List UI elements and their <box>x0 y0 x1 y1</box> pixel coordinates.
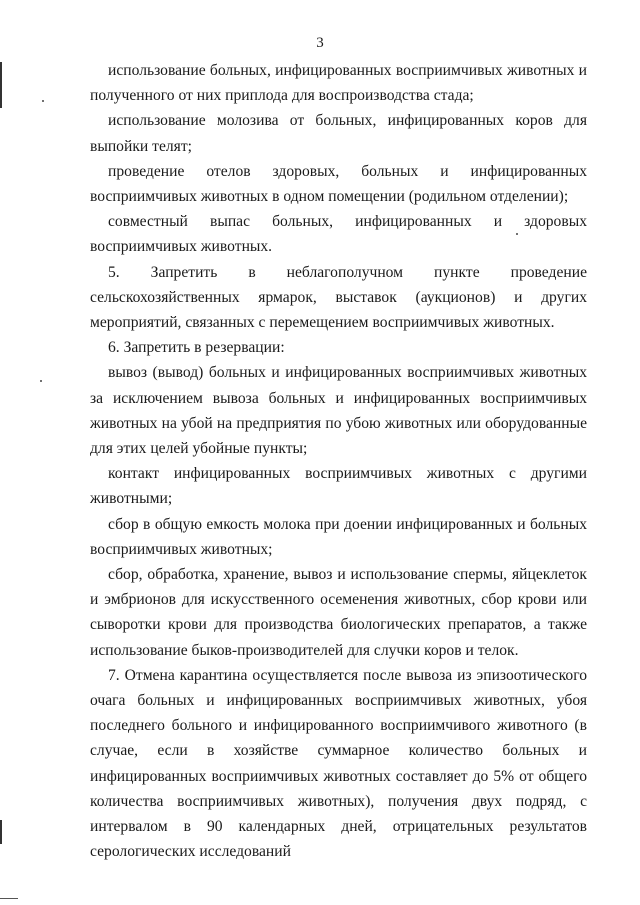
scan-edge-line <box>0 898 18 899</box>
scan-speck <box>42 100 44 102</box>
scan-margin-mark-top <box>0 62 2 108</box>
paragraph-contact-ban: контакт инфицированных восприимчивых животных с другими животными; <box>90 465 587 508</box>
paragraph-export-ban: вывоз (вывод) больных и инфицированных восприимчивых животных за исключением вывоза больных и инфицированных восприимчивых животных на убой на предприятия по убою животных или оборудованные для этих целей убойные пункты; <box>90 364 587 458</box>
paragraph-offspring-use: использование больных, инфицированных восприимчивых животных и полученного от них приплода для воспроизводства стада; <box>90 62 587 105</box>
document-body <box>90 58 587 865</box>
paragraph-calving: проведение отелов здоровых, больных и инфицированных восприимчивых животных в одном помещении (родильном отделении); <box>90 162 587 206</box>
paragraph-item-6: 6. Запретить в резервации: <box>108 339 285 357</box>
paragraph-item-5: 5. Запретить в неблагополучном пункте проведение сельскохозяйственных ярмарок, выставок (аукционов) и других мероприятий, связанных с перемещением восприимчивых животных. <box>90 263 587 332</box>
paragraph-joint-grazing: совместный выпас больных, инфицированных и здоровых восприимчивых животных. <box>90 213 587 256</box>
paragraph-semen-collection: сбор, обработка, хранение, вывоз и использование спермы, яйцеклеток и эмбрионов для искусственного осеменения животных, сбор крови или сыворотки крови для производства биологических препаратов, а также использование быков-производителей для случки коров и телок. <box>90 566 587 659</box>
page-number: 3 <box>316 35 324 51</box>
paragraph-item-7: 7. Отмена карантина осуществляется после вывоза из эпизоотического очага больных и инфицированных восприимчивых животных, убоя последнего больного и инфицированного восприимчивого животного (в случае, если в хозяйстве суммарное количество больных и инфицированных восприимчивых животных составляет до 5% от общего количества восприимчивых животных), получения двух подряд, с интервалом в 90 календарных дней, отрицательных результатов серологических исследований <box>90 666 587 861</box>
scan-margin-mark-bottom <box>0 820 2 844</box>
scan-speck <box>40 380 42 382</box>
paragraph-milk-collection: сбор в общую емкость молока при доении инфицированных и больных восприимчивых животных; <box>90 515 587 558</box>
paragraph-colostrum-use: использование молозива от больных, инфицированных коров для выпойки телят; <box>90 112 587 155</box>
